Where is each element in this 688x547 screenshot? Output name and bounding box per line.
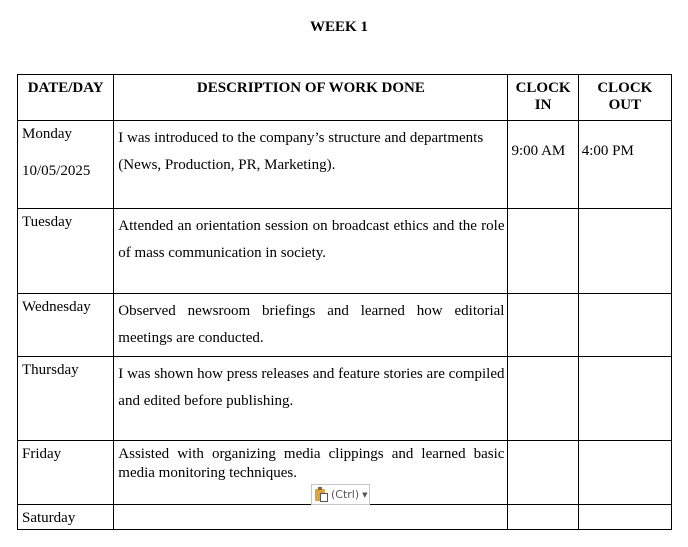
day-cell[interactable]: Thursday	[18, 357, 114, 441]
clock-out-cell[interactable]: 4:00 PM	[578, 121, 671, 209]
header-date-day: DATE/DAY	[18, 75, 114, 121]
header-clock-in-line2: IN	[534, 97, 552, 113]
header-clock-out	[578, 75, 671, 121]
table-header-row	[18, 75, 672, 121]
description-cell[interactable]	[114, 505, 508, 530]
clock-out-cell[interactable]	[578, 505, 671, 530]
table-row	[18, 357, 672, 441]
day-cell[interactable]	[18, 121, 114, 209]
clock-in-cell[interactable]	[508, 505, 578, 530]
header-clock-out-line1: CLOCK	[597, 80, 653, 96]
header-clock-in	[508, 75, 578, 121]
header-description: DESCRIPTION OF WORK DONE	[114, 75, 508, 121]
clock-in-cell[interactable]	[508, 441, 578, 505]
paste-options-button[interactable]	[311, 484, 370, 505]
document-title: WEEK 1	[310, 19, 368, 35]
clock-in-cell[interactable]: 9:00 AM	[508, 121, 578, 209]
clock-in-cell[interactable]	[508, 357, 578, 441]
paste-options-label: (Ctrl)	[331, 488, 360, 501]
day-cell[interactable]: Tuesday	[18, 209, 114, 294]
table-row	[18, 294, 672, 357]
chevron-down-icon: ▼	[362, 490, 368, 499]
description-cell[interactable]: Observed newsroom briefings and learned how editorial meetings are conducted.	[114, 294, 508, 357]
clock-in-cell[interactable]	[508, 294, 578, 357]
day-cell[interactable]: Saturday	[18, 505, 114, 530]
day-label: Monday	[22, 126, 72, 142]
clock-out-cell[interactable]	[578, 357, 671, 441]
header-clock-out-line2: OUT	[608, 97, 642, 113]
clock-out-cell[interactable]	[578, 441, 671, 505]
description-cell[interactable]: Attended an orientation session on broadcast ethics and the role of mass communication in society.	[114, 209, 508, 294]
description-cell[interactable]: I was introduced to the company’s structure and departments (News, Production, PR, Marketing).	[114, 121, 508, 209]
work-log-table	[17, 74, 672, 530]
clipboard-paste-icon	[315, 487, 328, 502]
description-cell[interactable]: Assisted with organizing media clippings and learned basic media monitoring techniques.	[114, 441, 508, 505]
description-cell[interactable]: I was shown how press releases and feature stories are compiled and edited before publishing.	[114, 357, 508, 441]
clock-out-cell[interactable]	[578, 209, 671, 294]
day-cell[interactable]: Wednesday	[18, 294, 114, 357]
clock-in-cell[interactable]	[508, 209, 578, 294]
header-clock-in-line1: CLOCK	[515, 80, 571, 96]
table-row	[18, 121, 672, 209]
date-label: 10/05/2025	[22, 163, 91, 179]
day-cell[interactable]: Friday	[18, 441, 114, 505]
table-row	[18, 505, 672, 530]
clock-out-cell[interactable]	[578, 294, 671, 357]
table-row	[18, 209, 672, 294]
